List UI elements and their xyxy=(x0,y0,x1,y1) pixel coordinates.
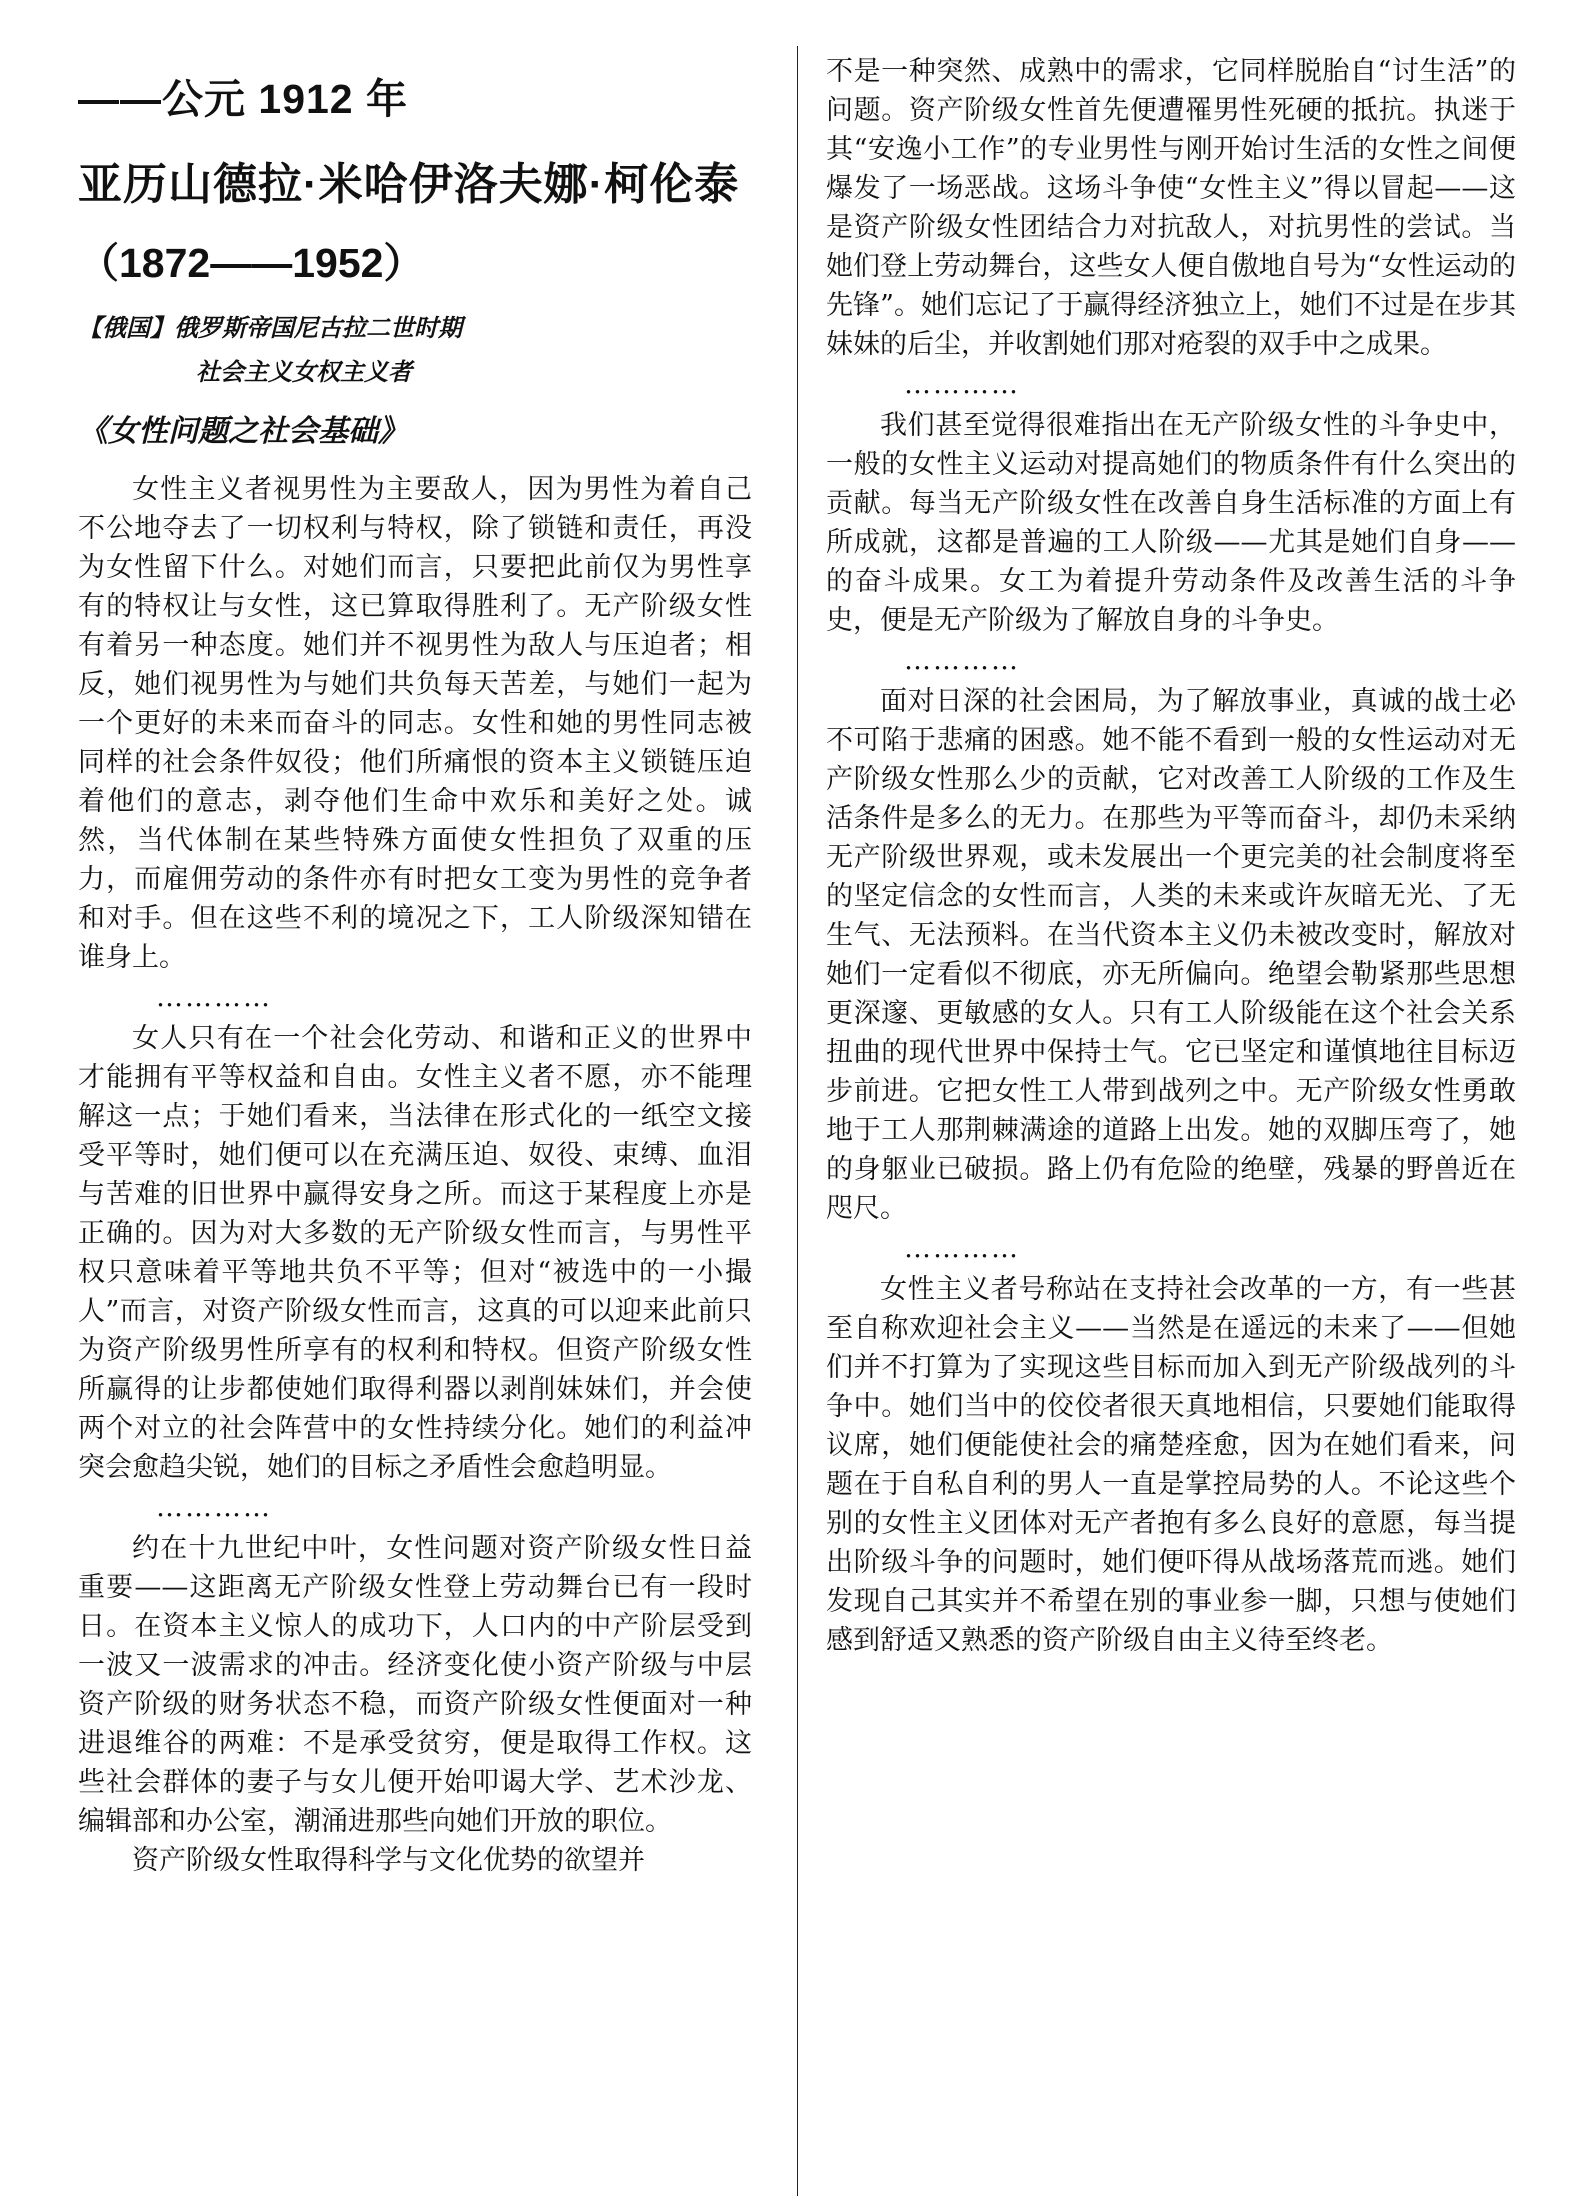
author-name: 亚历山德拉·米哈伊洛夫娜·柯伦泰 xyxy=(78,160,740,209)
work-title: 《女性问题之社会基础》 xyxy=(78,414,408,449)
right-column-text xyxy=(826,52,1516,1660)
author-years: （1872——1952） xyxy=(78,240,425,286)
paragraph: 女性主义者号称站在支持社会改革的一方，有一些甚至自称欢迎社会主义——当然是在遥远的未来了——但她们并不打算为了实现这些目标而加入到无产阶级战列的斗争中。她们当中的佼佼者很天真地相信，只要她们能取得议席，她们便能使社会的痛楚痊愈，因为在她们看来，问题在于自私自利的男人一直是掌控局势的人。不论这些个别的女性主义团体对无产者抱有多么良好的意愿，每当提出阶级斗争的问题时，她们便吓得从战场落荒而逃。她们发现自己其实并不希望在别的事业参一脚，只想与使她们感到舒适又熟悉的资产阶级自由主义待至终老。 xyxy=(826,1274,1516,1656)
paragraph: 女人只有在一个社会化劳动、和谐和正义的世界中才能拥有平等权益和自由。女性主义者不愿，亦不能理解这一点；于她们看来，当法律在形式化的一纸空文接受平等时，她们便可以在充满压迫、奴役、束缚、血泪与苦难的旧世界中赢得安身之所。而这于某程度上亦是正确的。因为对大多数的无产阶级女性而言，与男性平权只意味着平等地共负不平等；但对“被选中的一小撮人”而言，对资产阶级女性而言，这真的可以迎来此前只为资产阶级男性所享有的权利和特权。但资产阶级女性所赢得的让步都使她们取得利器以剥削妹妹们，并会使两个对立的社会阵营中的女性持续分化。她们的利益冲突会愈趋尖锐，她们的目标之矛盾性会愈趋明显。 xyxy=(78,1023,752,1483)
ellipsis-separator: ………… xyxy=(904,645,1020,676)
paragraph: 约在十九世纪中叶，女性问题对资产阶级女性日益重要——这距离无产阶级女性登上劳动舞台已有一段时日。在资本主义惊人的成功下，人口内的中产阶层受到一波又一波需求的冲击。经济变化使小资产阶级与中层资产阶级的财务状态不稳，而资产阶级女性便面对一种进退维谷的两难：不是承受贫穷，便是取得工作权。这些社会群体的妻子与女儿便开始叩谒大学、艺术沙龙、编辑部和办公室，潮涌进那些向她们开放的职位。 xyxy=(78,1533,752,1837)
era-heading: ——公元 1912 年 xyxy=(78,76,408,122)
author-role: 社会主义女权主义者 xyxy=(196,357,412,386)
paragraph: 我们甚至觉得很难指出在无产阶级女性的斗争史中，一般的女性主义运动对提高她们的物质条件有什么突出的贡献。每当无产阶级女性在改善自身生活标准的方面上有所成就，这都是普遍的工人阶级——尤其是她们自身——的奋斗成果。女工为着提升劳动条件及改善生活的斗争史，便是无产阶级为了解放自身的斗争史。 xyxy=(826,410,1516,636)
paragraph: 不是一种突然、成熟中的需求，它同样脱胎自“讨生活”的问题。资产阶级女性首先便遭罹男性死硬的抵抗。执迷于其“安逸小工作”的专业男性与刚开始讨生活的女性之间便爆发了一场恶战。这场斗争使“女性主义”得以冒起——这是资产阶级女性团结合力对抗敌人，对抗男性的尝试。当她们登上劳动舞台，这些女人便自傲地自号为“女性运动的先锋”。她们忘记了于赢得经济独立上，她们不过是在步其妹妹的后尘，并收割她们那对疮裂的双手中之成果。 xyxy=(826,56,1516,360)
ellipsis-separator: ………… xyxy=(156,1492,272,1523)
paragraph: 资产阶级女性取得科学与文化优势的欲望并 xyxy=(132,1845,645,1876)
ellipsis-separator: ………… xyxy=(904,369,1020,400)
ellipsis-separator: ………… xyxy=(156,982,272,1013)
paragraph: 面对日深的社会困局，为了解放事业，真诚的战士必不可陷于悲痛的困惑。她不能不看到一般的女性运动对无产阶级女性那么少的贡献，它对改善工人阶级的工作及生活条件是多么的无力。在那些为平等而奋斗，却仍未采纳无产阶级世界观，或未发展出一个更完美的社会制度将至的坚定信念的女性而言，人类的未来或许灰暗无光、了无生气、无法预料。在当代资本主义仍未被改变时，解放对她们一定看似不彻底，亦无所偏向。绝望会勒紧那些思想更深邃、更敏感的女人。只有工人阶级能在这个社会关系扭曲的现代世界中保持士气。它已坚定和谨慎地往目标迈步前进。它把女性工人带到战列之中。无产阶级女性勇敢地于工人那荆棘满途的道路上出发。她的双脚压弯了，她的身躯业已破损。路上仍有危险的绝壁，残暴的野兽近在咫尺。 xyxy=(826,686,1516,1224)
author-description xyxy=(78,306,462,394)
column-divider xyxy=(797,46,798,2196)
paragraph: 女性主义者视男性为主要敌人，因为男性为着自己不公地夺去了一切权利与特权，除了锁链和责任，再没为女性留下什么。对她们而言，只要把此前仅为男性享有的特权让与女性，这已算取得胜利了。无产阶级女性有着另一种态度。她们并不视男性为敌人与压迫者；相反，她们视男性为与她们共负每天苦差，与她们一起为一个更好的未来而奋斗的同志。女性和她的男性同志被同样的社会条件奴役；他们所痛恨的资本主义锁链压迫着他们的意志，剥夺他们生命中欢乐和美好之处。诚然，当代体制在某些特殊方面使女性担负了双重的压力，而雇佣劳动的条件亦有时把女工变为男性的竞争者和对手。但在这些不利的境况之下，工人阶级深知错在谁身上。 xyxy=(78,474,752,973)
ellipsis-separator: ………… xyxy=(904,1233,1020,1264)
author-origin: 【俄国】俄罗斯帝国尼古拉二世时期 xyxy=(78,313,462,342)
left-column-text xyxy=(78,470,752,1880)
